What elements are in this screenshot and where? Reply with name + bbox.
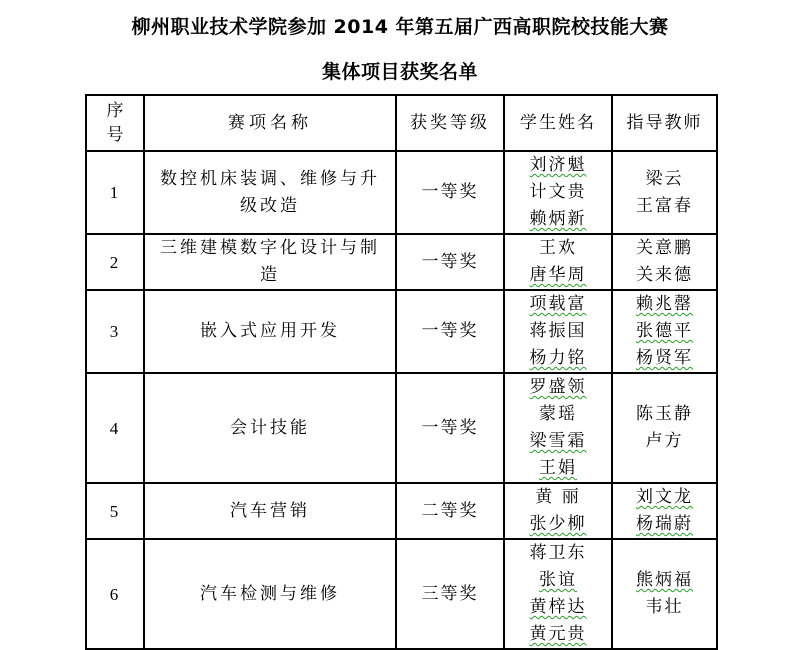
event-name-cell xyxy=(144,483,396,539)
teacher-names-cell xyxy=(612,151,717,234)
table-row xyxy=(86,539,717,649)
table-header-row xyxy=(86,95,717,151)
event-name-cell xyxy=(144,373,396,483)
event-name-cell xyxy=(144,234,396,290)
student-names-cell xyxy=(504,373,612,483)
table-body xyxy=(86,151,717,649)
event-name: 汽车营销 xyxy=(230,500,310,521)
header-no: 序号 xyxy=(86,95,144,151)
award-level: 一等奖 xyxy=(396,234,504,290)
teacher-name: 刘文龙 xyxy=(636,487,693,507)
student-name: 赖炳新 xyxy=(529,209,587,229)
award-level: 一等奖 xyxy=(396,290,504,373)
teacher-name: 陈玉静 xyxy=(636,404,693,424)
student-name: 张谊 xyxy=(539,570,577,590)
event-name-cell xyxy=(144,290,396,373)
row-number: 6 xyxy=(86,539,144,649)
event-name-cell xyxy=(144,151,396,234)
student-name: 唐华周 xyxy=(529,265,587,285)
award-level: 二等奖 xyxy=(396,483,504,539)
document-subtitle: 集体项目获奖名单 xyxy=(321,61,478,83)
teacher-names-cell xyxy=(612,290,717,373)
event-name: 三维建模数字化设计与制造 xyxy=(160,238,380,285)
student-name: 黄梓达 xyxy=(529,597,587,617)
teacher-name: 梁云 xyxy=(645,168,684,189)
student-name: 计文贵 xyxy=(529,182,587,202)
teacher-names-cell xyxy=(612,373,717,483)
event-name: 会计技能 xyxy=(230,417,310,438)
student-names-cell xyxy=(504,483,612,539)
student-name: 项载富 xyxy=(529,294,587,314)
student-name: 张少柳 xyxy=(529,514,587,534)
row-number: 4 xyxy=(86,373,144,483)
student-name: 梁雪霜 xyxy=(529,431,587,451)
teacher-name: 卢方 xyxy=(645,431,684,451)
student-names-cell xyxy=(504,151,612,234)
student-name: 王娟 xyxy=(539,458,577,478)
student-name: 杨力铭 xyxy=(529,348,587,368)
header-teachers: 指导教师 xyxy=(612,95,717,151)
teacher-name: 熊炳福 xyxy=(636,570,693,590)
award-level: 一等奖 xyxy=(396,373,504,483)
teacher-name: 关来德 xyxy=(636,265,693,285)
student-names-cell xyxy=(504,290,612,373)
teacher-name: 杨贤军 xyxy=(636,348,693,368)
table-row xyxy=(86,373,717,483)
teacher-name: 韦壮 xyxy=(645,597,684,617)
student-name: 罗盛领 xyxy=(529,377,587,397)
event-name-cell xyxy=(144,539,396,649)
event-name: 嵌入式应用开发 xyxy=(200,321,340,341)
header-event: 赛项名称 xyxy=(144,95,396,151)
table-row xyxy=(86,151,717,234)
teacher-names-cell xyxy=(612,483,717,539)
student-name: 黄元贵 xyxy=(529,624,587,644)
award-level: 三等奖 xyxy=(396,539,504,649)
teacher-name: 张德平 xyxy=(636,321,693,341)
table-row xyxy=(86,290,717,373)
student-name: 蒙瑶 xyxy=(539,404,577,424)
award-level: 一等奖 xyxy=(396,151,504,234)
teacher-name: 杨瑞蔚 xyxy=(636,514,693,534)
event-name: 数控机床装调、维修与升级改造 xyxy=(160,168,380,216)
student-name: 黄 丽 xyxy=(535,487,581,507)
table-row xyxy=(86,483,717,539)
header-students: 学生姓名 xyxy=(504,95,612,151)
teacher-names-cell xyxy=(612,234,717,290)
row-number: 5 xyxy=(86,483,144,539)
row-number: 2 xyxy=(86,234,144,290)
teacher-name: 赖兆罄 xyxy=(636,294,693,314)
student-name: 王欢 xyxy=(539,238,577,258)
row-number: 3 xyxy=(86,290,144,373)
teacher-names-cell xyxy=(612,539,717,649)
event-name: 汽车检测与维修 xyxy=(200,583,340,604)
award-table xyxy=(85,94,718,650)
student-names-cell xyxy=(504,539,612,649)
student-names-cell xyxy=(504,234,612,290)
teacher-name: 王富春 xyxy=(636,195,693,216)
header-level: 获奖等级 xyxy=(396,95,504,151)
student-name: 蒋卫东 xyxy=(529,543,587,563)
document-title: 柳州职业技术学院参加 2014 年第五届广西高职院校技能大赛 xyxy=(131,16,669,38)
row-number: 1 xyxy=(86,151,144,234)
table-row xyxy=(86,234,717,290)
student-name: 刘济魁 xyxy=(529,155,587,175)
student-name: 蒋振国 xyxy=(529,321,587,341)
teacher-name: 关意鹏 xyxy=(636,238,693,258)
